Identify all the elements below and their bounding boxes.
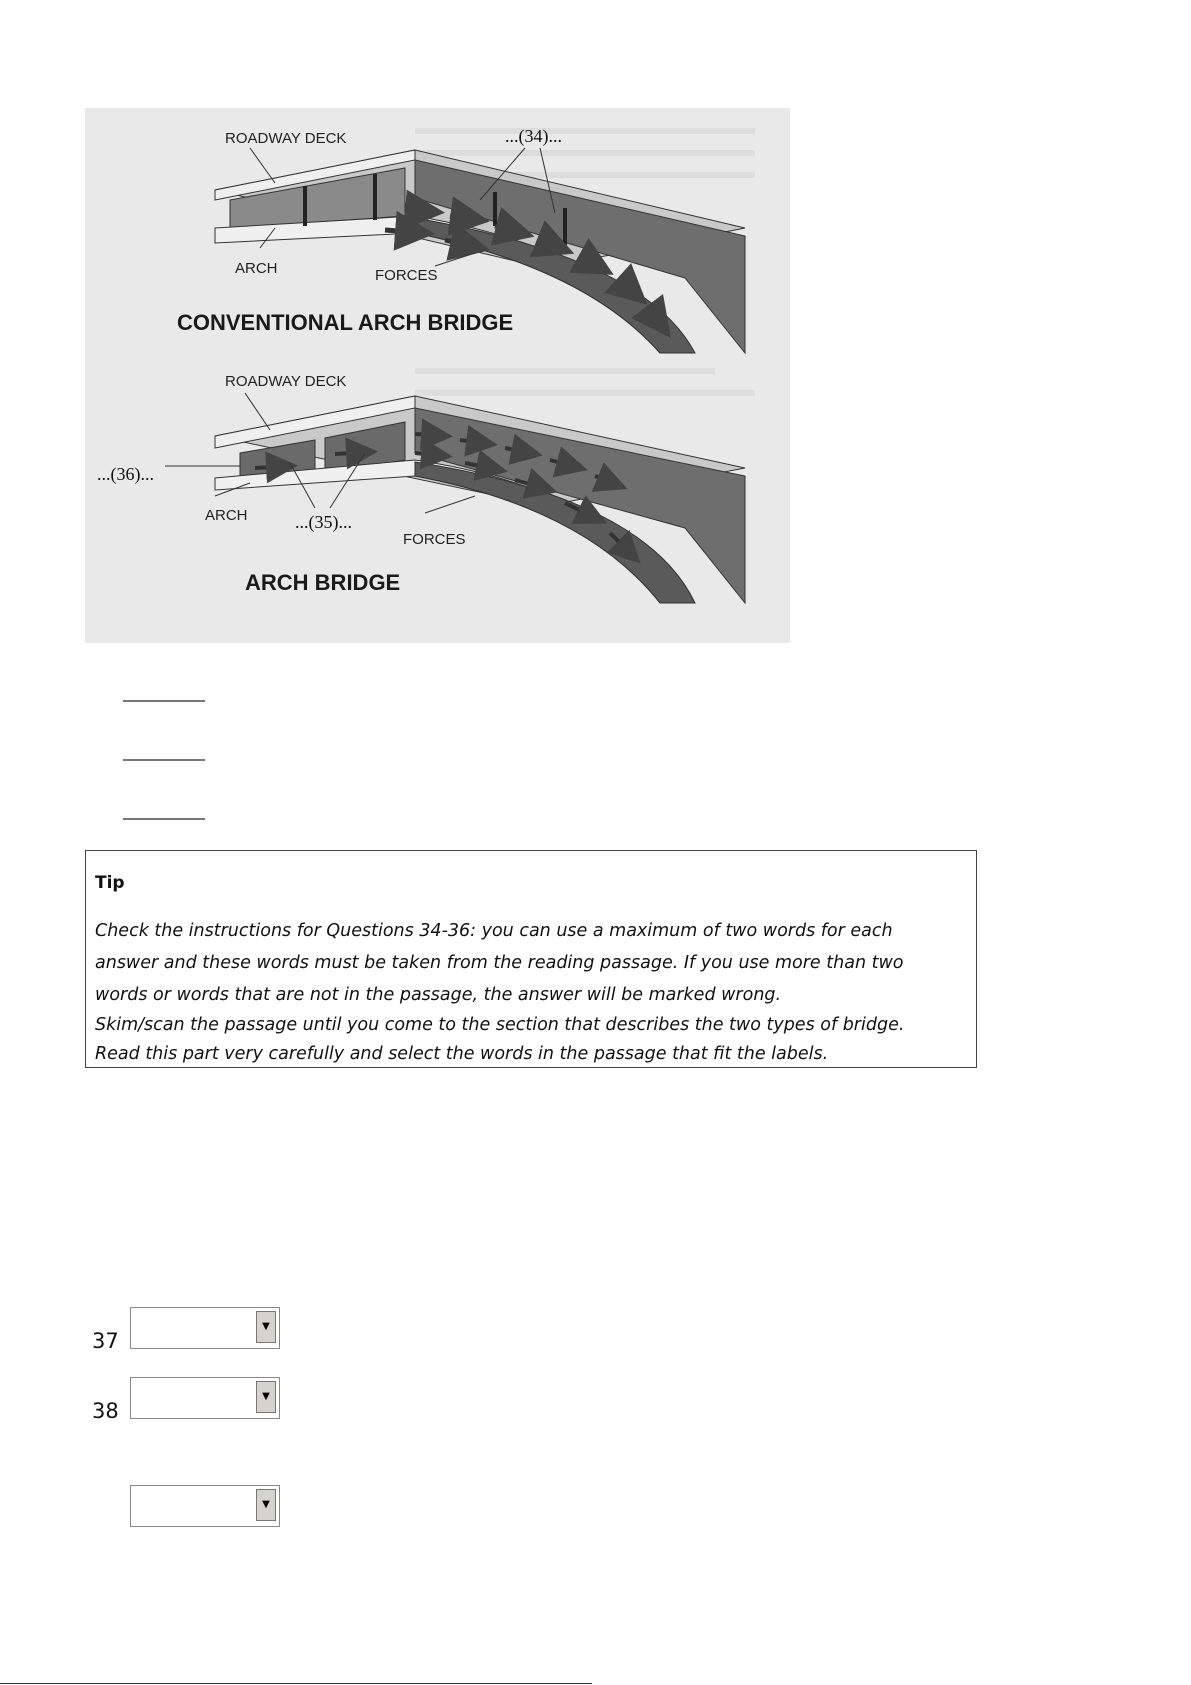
tip-line-4: Skim/scan the passage until you come to the section that describes the two types of bridge.	[95, 1015, 905, 1035]
bridge-diagram-svg	[85, 108, 790, 643]
tip-line-2: answer and these words must be taken from the reading passage. If you use more than two	[95, 953, 904, 973]
bottom-diagram-title: ARCH BRIDGE	[245, 570, 401, 595]
tip-box	[85, 850, 977, 1068]
conventional-arch-bridge	[177, 126, 745, 353]
answer-line-34[interactable]	[123, 700, 205, 702]
tip-line-1: Check the instructions for Questions 34-36: you can use a maximum of two words for each	[95, 921, 893, 941]
top-arch-label: ARCH	[235, 260, 278, 277]
question-37-number: 37	[92, 1329, 119, 1353]
question-36-label: ...(36)...	[97, 464, 154, 484]
bottom-deck-label: ROADWAY DECK	[225, 373, 347, 390]
bottom-forces-label: FORCES	[403, 531, 466, 548]
dropdown-arrow-icon[interactable]: ▼	[256, 1381, 276, 1413]
dropdown-arrow-icon[interactable]: ▼	[256, 1311, 276, 1343]
footer-rule	[0, 1683, 592, 1684]
top-diagram-title: CONVENTIONAL ARCH BRIDGE	[177, 310, 514, 335]
bottom-arch-label: ARCH	[205, 507, 248, 524]
top-forces-label: FORCES	[375, 267, 438, 284]
question-35-label: ...(35)...	[295, 512, 352, 532]
top-deck-label: ROADWAY DECK	[225, 130, 347, 147]
dropdown-arrow-icon[interactable]: ▼	[256, 1489, 276, 1521]
question-39-select[interactable]	[130, 1485, 280, 1527]
tip-line-5: Read this part very carefully and select the words in the passage that fit the labels.	[95, 1044, 829, 1064]
question-37-select[interactable]	[130, 1307, 280, 1349]
answer-line-36[interactable]	[123, 818, 205, 820]
question-34-label: ...(34)...	[505, 126, 562, 146]
bridge-diagram	[85, 108, 790, 643]
question-38-number: 38	[92, 1399, 119, 1423]
answer-line-35[interactable]	[123, 759, 205, 761]
tip-title: Tip	[95, 873, 125, 893]
tip-line-3: words or words that are not in the passage, the answer will be marked wrong.	[95, 985, 782, 1005]
arch-bridge	[97, 373, 745, 603]
question-38-select[interactable]	[130, 1377, 280, 1419]
